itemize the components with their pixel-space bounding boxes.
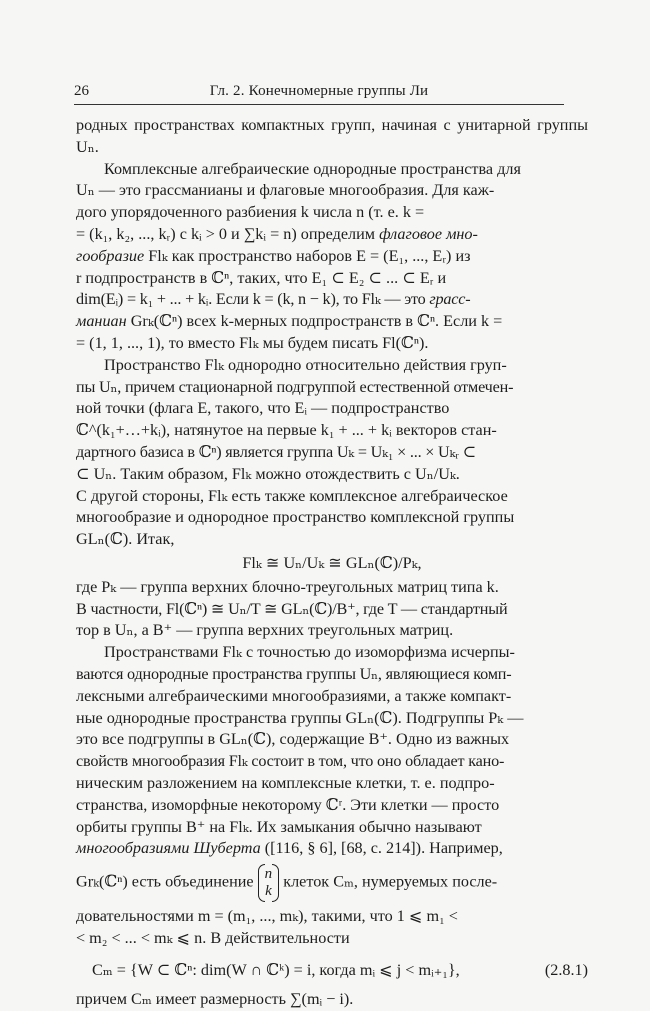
- formula-2: Cₘ = {W ⊂ ℂⁿ: dim(W ∩ ℂᵏ) = i, когда mᵢ ⩽ j < mᵢ₊₁},: [92, 960, 460, 979]
- text-line: многообразие и однородное пространство комплексной группы: [76, 508, 515, 527]
- display-formula-2: [76, 960, 588, 982]
- page-body: [76, 115, 588, 1011]
- running-title: Гл. 2. Конечномерные группы Ли: [209, 83, 429, 99]
- text-line: Uₙ — это грассманианы и флаговые многообразия. Для каж-: [76, 181, 495, 200]
- text-line: дартного базиса в ℂⁿ) является группа Uₖ = Uₖ₁ × ... × Uₖᵣ ⊂: [76, 442, 476, 461]
- text-line: свойств многообразия Flₖ состоит в том, что оно обладает кано-: [76, 752, 505, 771]
- paragraph-4: [76, 642, 588, 1011]
- paragraph-2: [76, 355, 588, 575]
- paragraph-continued: родных пространствах компактных групп, начиная с унитарной группы Uₙ.: [76, 116, 588, 156]
- text-line: многообразиями Шуберта ([116, § 6], [68, с. 214]). Например,: [76, 839, 503, 858]
- text-line: пы Uₙ, причем стационарной подгруппой естественной отмечен-: [76, 377, 514, 396]
- text-line: С другой стороны, Flₖ есть также комплексное алгебраическое: [76, 486, 508, 505]
- text-line: GLₙ(ℂ). Итак,: [76, 530, 175, 549]
- text-line: тор в Uₙ, а B⁺ — группа верхних треугольных матриц.: [76, 621, 454, 640]
- text-line: странства, изоморфные некоторому ℂʳ. Эти клетки — просто: [76, 795, 500, 814]
- text-line: это все подгруппы в GLₙ(ℂ), содержащие B⁺. Одно из важных: [76, 730, 510, 749]
- text-line: Пространство Flₖ однородно относительно действия груп-: [104, 355, 507, 374]
- paragraph-3: [76, 577, 588, 642]
- text-line: В частности, Fl(ℂⁿ) ≅ Uₙ/T ≅ GLₙ(ℂ)/B⁺, где T — стандартный: [76, 599, 508, 618]
- binomial-coefficient: n k: [258, 866, 280, 900]
- text-line: < m₂ < ... < mₖ ⩽ n. В действительности: [76, 928, 350, 947]
- text-line: ные однородные пространства группы GLₙ(ℂ). Подгруппы Pₖ —: [76, 708, 524, 727]
- text-line: ℂ^(k₁+…+kᵢ), натянутое на первые k₁ + ... + kᵢ векторов стан-: [76, 421, 497, 440]
- text-line: dim(Eᵢ) = k₁ + ... + kᵢ. Если k = (k, n − k), то Flₖ — это грасс-: [76, 290, 471, 309]
- text-line: дого упорядоченного разбиения k числа n (т. е. k =: [76, 203, 425, 222]
- term-grassmannian: грасс-: [429, 290, 471, 309]
- display-formula-1: Flₖ ≅ Uₙ/Uₖ ≅ GLₙ(ℂ)/Pₖ,: [242, 553, 422, 572]
- text-line-with-binomial: Grₖ(ℂⁿ) есть объединение n k клеток Cₘ, нумеруемых после-: [76, 866, 498, 900]
- text-line: = (1, 1, ..., 1), то вместо Flₖ мы будем писать Fl(ℂⁿ).: [76, 333, 429, 352]
- term-schubert-varieties: многообразиями Шуберта: [76, 839, 261, 858]
- text-line: где Pₖ — группа верхних блочно-треугольных матриц типа k.: [76, 577, 499, 596]
- text-line: причем Cₘ имеет размерность ∑(mᵢ − i).: [76, 990, 354, 1009]
- header-rule: [74, 104, 564, 105]
- text-line: ническим разложением на комплексные клетки, т. е. подпро-: [76, 773, 495, 792]
- text-line: Комплексные алгебраические однородные пространства для: [104, 159, 521, 178]
- text-line: маниан Grₖ(ℂⁿ) всех k-мерных подпространств в ℂⁿ. Если k =: [76, 312, 503, 331]
- text-line: r подпространств в ℂⁿ, таких, что E₁ ⊂ E₂ ⊂ ... ⊂ Eᵣ и: [76, 268, 447, 287]
- text-line: лексными алгебраическими многообразиями, а также компакт-: [76, 686, 512, 705]
- text-line: ваются однородные пространства группы Uₙ, являющиеся комп-: [76, 664, 512, 683]
- text-line: ной точки (флага E, такого, что Eᵢ — подпространство: [76, 399, 450, 418]
- page-number: 26: [74, 83, 89, 99]
- term-flag-manifold: флаговое мно-: [379, 224, 478, 243]
- text-line: гообразие Flₖ как пространство наборов E = (E₁, ..., Eᵣ) из: [76, 246, 471, 265]
- equation-number: (2.8.1): [544, 960, 588, 979]
- text-line: = (k₁, k₂, ..., kᵣ) с kᵢ > 0 и ∑kᵢ = n) определим флаговое мно-: [76, 224, 478, 243]
- text-line: довательностями m = (m₁, ..., mₖ), такими, что 1 ⩽ m₁ <: [76, 907, 458, 926]
- text-line: ⊂ Uₙ. Таким образом, Flₖ можно отождествить с Uₙ/Uₖ.: [76, 464, 460, 483]
- text-line: орбиты группы B⁺ на Flₖ. Их замыкания обычно называют: [76, 817, 482, 836]
- paragraph-1: [76, 159, 588, 355]
- text-line: Пространствами Flₖ с точностью до изоморфизма исчерпы-: [104, 643, 515, 662]
